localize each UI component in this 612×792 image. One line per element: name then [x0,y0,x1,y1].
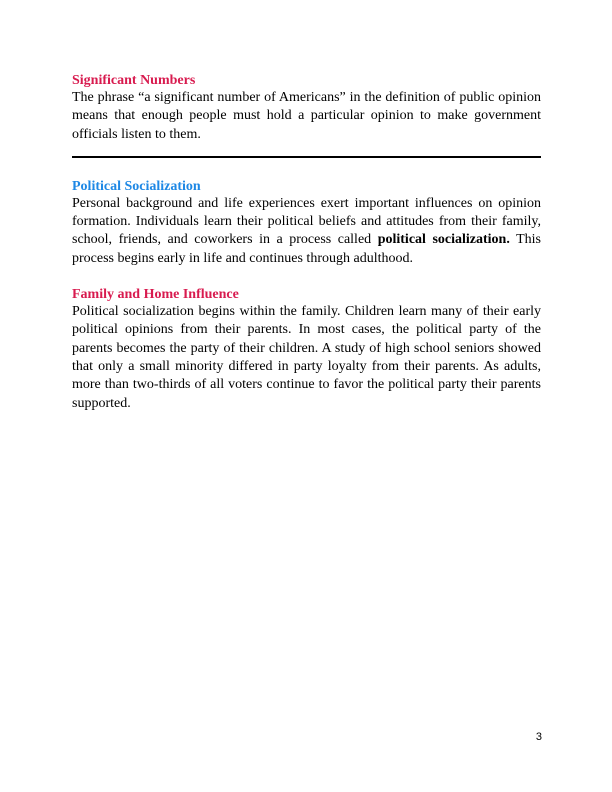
paragraph-text-after: This process begins early in life and continues through adulthood. [72,232,542,266]
paragraph-family-home-influence: Political socialization begins within the family. Children learn many of their early political opinions from their parents. In most cases, the political party of the parents becomes the party of their children. A study of high school seniors showed that only a small minority differed in party loyalty from their parents. As adults, more than two-thirds of all voters continue to favor the political party their parents supported. [72,304,541,411]
section-divider [72,156,541,158]
paragraph-text-before: Personal background and life experiences exert important influences on opinion formation. Individuals learn their political beliefs and attitudes from their family, school, friends, and coworkers in a process called [72,195,541,248]
section-significant-numbers [72,72,541,144]
section-family-home-influence [72,286,541,413]
section-political-socialization [72,178,541,268]
document-page [72,72,541,413]
heading-significant-numbers: Significant Numbers [72,73,196,88]
heading-political-socialization: Political Socialization [72,178,201,194]
paragraph-significant-numbers: The phrase “a significant number of Americans” in the definition of public opinion means that enough people must hold a particular opinion to make government officials listen to them. [72,90,541,142]
section-spacer [72,268,541,286]
page-number: 3 [535,731,542,743]
term-political-socialization: political socialization. [377,232,510,248]
paragraph-political-socialization [72,195,541,268]
heading-family-home-influence: Family and Home Influence [72,287,239,303]
